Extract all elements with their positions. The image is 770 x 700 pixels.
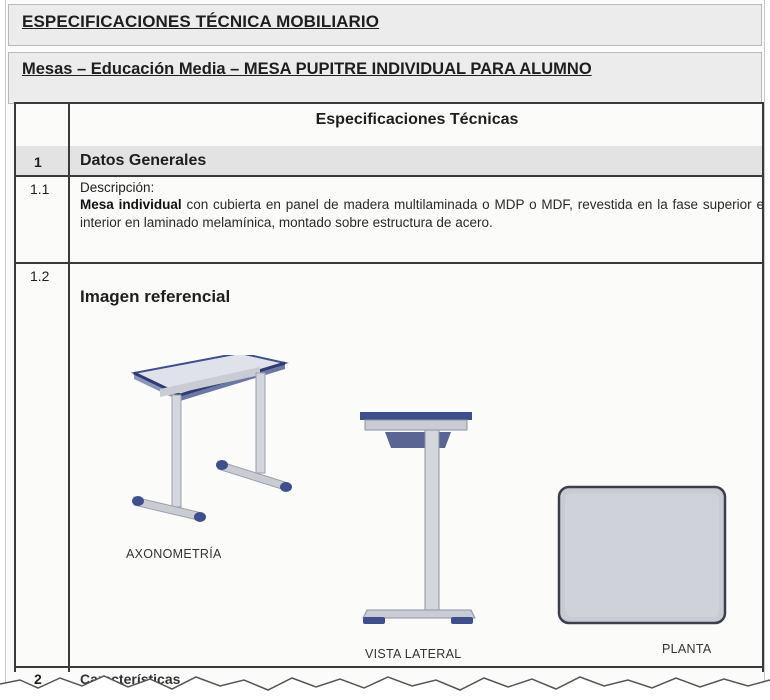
table-number-column-divider <box>68 102 70 672</box>
figure-caption-axonometric: AXONOMETRÍA <box>126 547 222 561</box>
description-row-divider <box>14 262 762 264</box>
description-label: Descripción: <box>80 180 155 195</box>
description-text <box>80 196 764 232</box>
figure-caption-top-view: PLANTA <box>662 642 712 656</box>
section-number: 1 <box>34 154 42 170</box>
document-subtitle: Mesas – Educación Media – MESA PUPITRE INDIVIDUAL PARA ALUMNO <box>22 60 592 78</box>
figure-caption-side-view: VISTA LATERAL <box>365 647 462 661</box>
section-row-divider <box>14 175 762 177</box>
specs-column-header: Especificaciones Técnicas <box>315 111 519 128</box>
table-left-border <box>14 102 16 672</box>
desk-top-view-drawing <box>556 484 728 626</box>
table-top-border <box>14 102 762 104</box>
document-title: ESPECIFICACIONES TÉCNICA MOBILIARIO <box>22 12 380 31</box>
section-title: Datos Generales <box>80 152 207 169</box>
torn-paper-edge <box>0 660 770 700</box>
next-section-number: 2 <box>34 671 42 687</box>
desk-axonometric-drawing <box>120 355 305 530</box>
desk-side-view-drawing <box>355 408 480 628</box>
table-right-border <box>762 102 764 672</box>
image-reference-heading: Imagen referencial <box>80 287 231 306</box>
description-bold-lead: Mesa individual <box>80 197 182 212</box>
next-section-title: Características <box>80 671 181 687</box>
row-number: 1.2 <box>30 268 50 284</box>
description-body: con cubierta en panel de madera multilaminada o MDP o MDF, revestida en la fase superior e interior en laminado melamínica, montado sobre estructura de acero. <box>80 197 764 230</box>
row-number: 1.1 <box>30 181 50 197</box>
